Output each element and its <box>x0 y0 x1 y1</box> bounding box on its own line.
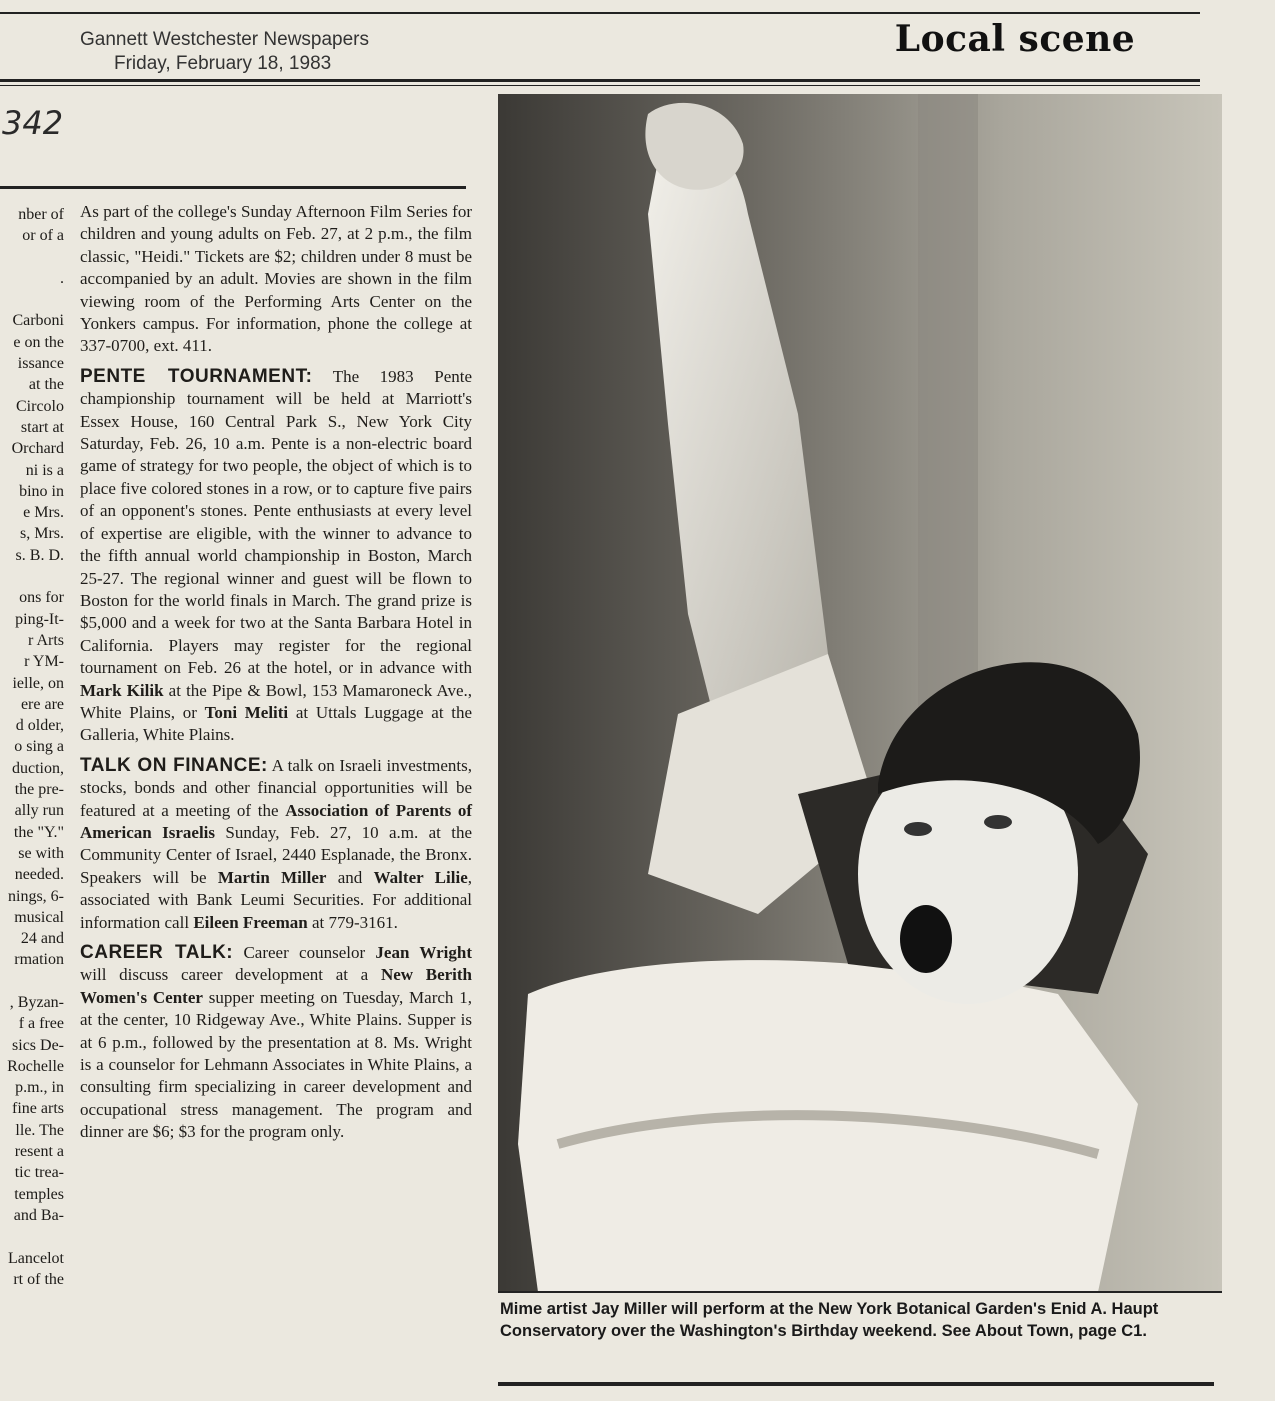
left-column-line: ally run <box>14 802 64 820</box>
org-parents-israelis: Association of Parents of American Israelis <box>80 800 473 842</box>
left-column-line: , Byzan- <box>9 993 64 1011</box>
left-column-line: needed. <box>14 866 64 884</box>
name-mark-kilik: Mark Kilik <box>80 680 164 700</box>
name-eileen-freeman: Eileen Freeman <box>193 912 308 932</box>
pente-heading: PENTE TOURNAMENT: <box>80 365 313 387</box>
mime-illustration <box>498 94 1222 1292</box>
left-column-line: lle. The <box>15 1121 64 1139</box>
left-column-line <box>0 971 64 992</box>
left-column-line: issance <box>17 355 64 373</box>
masthead <box>80 28 440 76</box>
left-column-line: duction, <box>12 759 64 777</box>
column-top-rule <box>0 186 466 189</box>
left-column-line: se with <box>18 844 64 862</box>
name-walter-lilie: Walter Lilie <box>373 867 468 887</box>
left-column-line <box>0 289 64 310</box>
left-column-line: at the <box>28 376 64 394</box>
paper-name: Gannett Westchester Newspapers <box>80 29 370 50</box>
left-column-line: the pre- <box>14 781 64 799</box>
left-column-line <box>0 566 64 587</box>
left-column-line <box>0 247 64 268</box>
left-column-line: ere are <box>20 695 64 713</box>
left-column-line: d older, <box>15 717 64 735</box>
left-column-line: e on the <box>13 333 64 351</box>
career-heading: CAREER TALK: <box>80 942 234 963</box>
top-rule <box>0 12 1200 14</box>
finance-paragraph: TALK ON FINANCE: A talk on Israeli investments, stocks, bonds and other financial opportunities will be featured at a meeting of the Association of Parents of American Israelis Sunday, Feb. 27, 10 a.m. at the Community Center of Israel, 2440 Esplanade, the Bronx. Speakers will be Martin Miller and Walter Lilie, associated with Bank Leumi Securities. For additional information call Eileen Freeman at 779-3161. <box>80 754 473 932</box>
article-column <box>80 201 472 1152</box>
left-column-line <box>0 1226 64 1247</box>
mime-photo <box>498 94 1222 1292</box>
left-column-line: f a free <box>18 1015 64 1033</box>
name-toni-meliti: Toni Meliti <box>204 702 289 722</box>
name-martin-miller: Martin Miller <box>217 867 327 887</box>
handwritten-page-number: 342 <box>2 104 64 142</box>
left-column-line: e Mrs. <box>23 504 64 522</box>
left-column-line: nings, 6- <box>8 887 64 905</box>
masthead-rule-2 <box>0 85 1200 86</box>
left-column-fragments <box>0 204 64 1290</box>
left-column-line: the "Y." <box>13 823 64 841</box>
left-column-line: r Arts <box>28 631 64 649</box>
left-column-line: ping-It- <box>15 610 64 628</box>
left-column-line: sics De- <box>12 1036 64 1054</box>
left-column-line: and Ba- <box>13 1206 64 1224</box>
org-new-berith: New Berith Women's Center <box>80 965 473 1007</box>
left-column-line: Rochelle <box>7 1057 64 1075</box>
left-column-line: Circolo <box>16 397 64 415</box>
bottom-rule <box>498 1382 1214 1386</box>
left-column-line: tic trea- <box>14 1164 64 1182</box>
left-column-line: Carboni <box>12 312 64 330</box>
issue-date: Friday, February 18, 1983 <box>114 53 332 74</box>
left-column-line: ons for <box>19 589 64 607</box>
career-paragraph: CAREER TALK: Career counselor Jean Wright will discuss career development at a New Berith Women's Center supper meeting on Tuesday, March 1, at the center, 10 Ridgeway Ave., White Plains. Supper is at 6 p.m., followed by the presentation at 8. Ms. Wright is a counselor for Lehmann Associates in White Plains, a consulting firm specializing in career development and occupational stress management. The program and dinner are $6; $3 for the program only. <box>80 942 473 1142</box>
left-column-line: o sing a <box>14 738 64 756</box>
left-column-line: temples <box>14 1185 64 1203</box>
left-column-line: nber of <box>18 206 64 223</box>
left-column-line: p.m., in <box>15 1079 64 1097</box>
left-column-line: or of a <box>22 227 64 245</box>
left-column-line: 24 and <box>20 930 64 948</box>
pente-paragraph: PENTE TOURNAMENT: The 1983 Pente championship tournament will be held at Marriott's Essex House, 160 Central Park S., New York City Saturday, Feb. 26, 10 a.m. Pente is a non-electric board game of strategy for two people, the object of which is to place five colored stones in a row, or to capture five pairs of an opponent's stones. Pente enthusiasts at every level of expertise are eligible, with the winner to advance to the fifth annual world championship in Boston, March 25-27. The regional winner and guest will be flown to Boston for the world finals in March. The grand prize is $5,000 and a week for two at the Santa Barbara Hotel in California. Players may register for the regional tournament on Feb. 26 at the hotel, or in advance with Mark Kilik at the Pipe & Bowl, 153 Mamaroneck Ave., White Plains, or Toni Meliti at Uttals Luggage at the Galleria, White Plains. <box>80 365 473 745</box>
left-column-line: Orchard <box>11 440 64 458</box>
left-column-line: musical <box>14 908 64 926</box>
left-column-line: start at <box>20 418 64 436</box>
left-column-line: fine arts <box>12 1100 64 1118</box>
left-column-line: bino in <box>19 482 64 500</box>
left-column-line: s. B. D. <box>15 546 64 564</box>
name-jean-wright: Jean Wright <box>375 943 472 962</box>
photo-frame-bottom <box>498 1291 1222 1293</box>
left-column-line: rt of the <box>13 1270 64 1288</box>
photo-caption: Mime artist Jay Miller will perform at the New York Botanical Garden's Enid A. Haupt Conservatory over the Washington's Birthday weekend. See About Town, page C1. <box>500 1300 1159 1340</box>
left-column-line: resent a <box>14 1143 64 1161</box>
finance-heading: TALK ON FINANCE: <box>80 754 268 776</box>
left-column-line: Lancelot <box>8 1249 64 1267</box>
masthead-rule-1 <box>0 79 1200 82</box>
intro-paragraph: As part of the college's Sunday Afternoon Film Series for children and young adults on Feb. 27, at 2 p.m., the film classic, "Heidi." Tickets are $2; children under 8 must be accompanied by an adult. Movies are shown in the film viewing room of the Performing Arts Center on the Yonkers campus. For information, phone the college at 337-0700, ext. 411. <box>80 202 472 356</box>
left-column-line: rmation <box>14 951 64 969</box>
left-column-line: ielle, on <box>12 674 64 692</box>
section-title: Local scene <box>894 18 1136 60</box>
left-column-line: . <box>60 269 64 287</box>
left-column-line: r YM- <box>24 653 64 671</box>
left-column-line: ni is a <box>25 461 64 479</box>
left-column-line: s, Mrs. <box>19 525 64 543</box>
